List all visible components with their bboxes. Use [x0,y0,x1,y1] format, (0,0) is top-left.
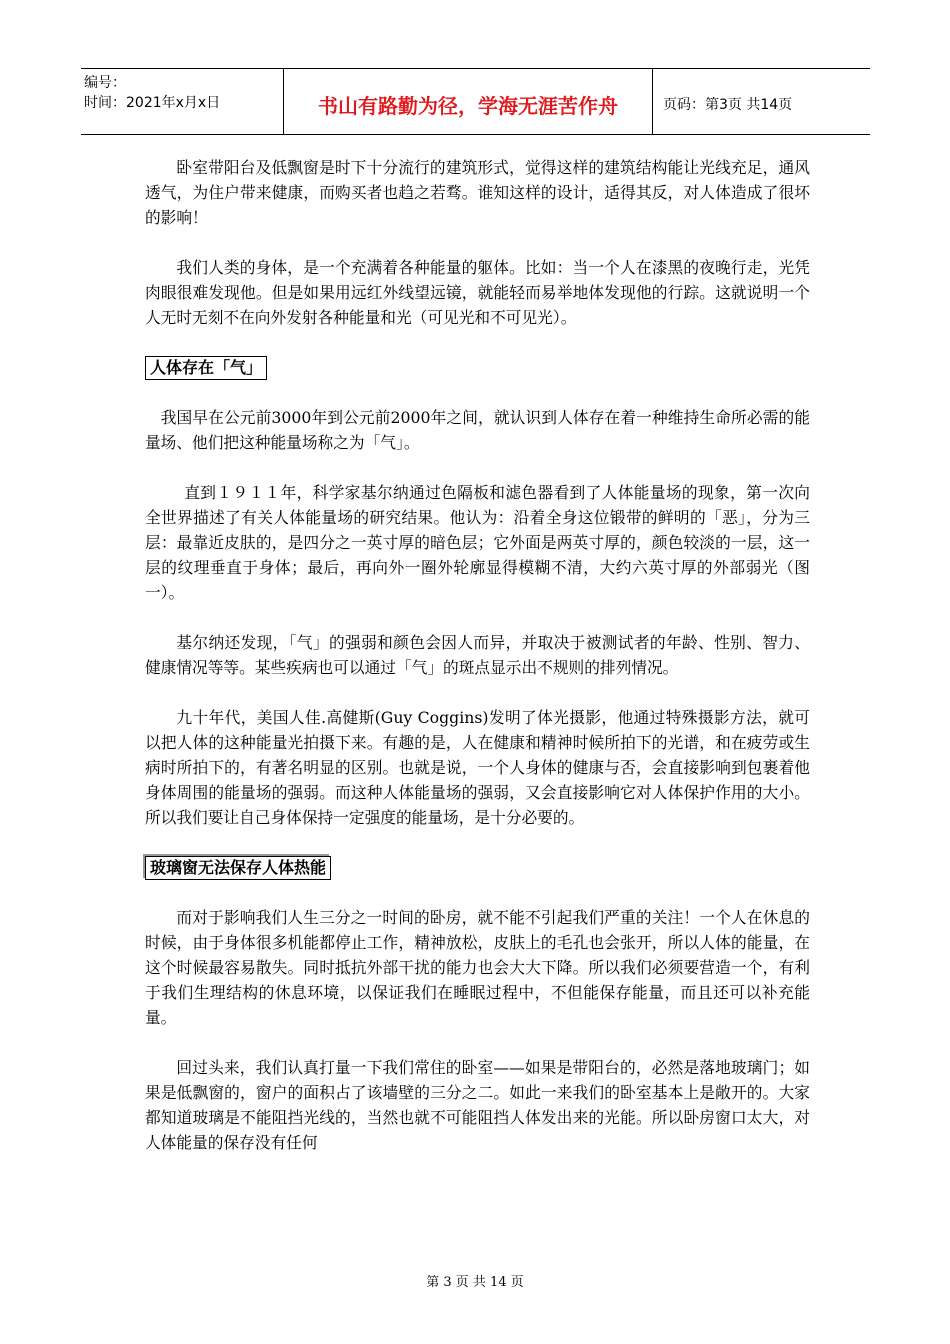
header-page-info: 页码：第3页 共14页 [663,96,793,113]
paragraph-1: 卧室带阳台及低飘窗是时下十分流行的建筑形式，觉得这样的建筑结构能让光线充足，通风透气，为住户带来健康，而购买者也趋之若骛。谁知这样的设计，适得其反，对人体造成了很坏的影响！ [145,158,810,227]
header-motto: 书山有路勤为径，学海无涯苦作舟 [284,69,653,134]
page-header [81,68,870,135]
paragraph-8: 回过头来，我们认真打量一下我们常住的卧室——如果是带阳台的，必然是落地玻璃门；如果是低飘窗的，窗户的面积占了该墙壁的三分之二。如此一来我们的卧室基本上是敞开的。大家都知道玻璃是不能阻挡光线的，当然也就不可能阻挡人体发出来的光能。所以卧房窗口太大，对人体能量的保存没有任何 [145,1058,810,1152]
paragraph-5: 基尔纳还发现，「气」的强弱和颜色会因人而异，并取决于被测试者的年龄、性别、智力、健康情况等等。某些疾病也可以通过「气」的斑点显示出不规则的排列情况。 [145,633,810,677]
header-meta [81,69,284,134]
header-number: 编号： [84,75,126,91]
document-body [145,155,810,1180]
paragraph-4: 直到１９１１年，科学家基尔纳通过色隔板和滤色器看到了人体能量场的现象，第一次向全世界描述了有关人体能量场的研究结果。他认为：沿着全身这位锻带的鲜明的「恶」，分为三层：最靠近皮肤的，是四分之一英寸厚的暗色层；它外面是两英寸厚的，颜色较淡的一层，这一层的纹理垂直于身体；最后，再向外一圈外轮廓显得模糊不清，大约六英寸厚的外部弱光（图一）。 [145,483,810,602]
paragraph-7: 而对于影响我们人生三分之一时间的卧房，就不能不引起我们严重的关注！一个人在休息的时候，由于身体很多机能都停止工作，精神放松，皮肤上的毛孔也会张开，所以人体的能量，在这个时候最容易散失。同时抵抗外部干扰的能力也会大大下降。所以我们必须要营造一个，有利于我们生理结构的休息环境，以保证我们在睡眠过程中，不但能保存能量，而且还可以补充能量。 [145,908,810,1027]
paragraph-3: 我国早在公元前3000年到公元前2000年之间，就认识到人体存在着一种维持生命所必需的能量场、他们把这种能量场称之为「气」。 [145,408,810,452]
paragraph-2: 我们人类的身体，是一个充满着各种能量的躯体。比如：当一个人在漆黑的夜晚行走，光凭肉眼很难发现他。但是如果用远红外线望远镜，就能轻而易举地体发现他的行踪。这就说明一个人无时无刻不在向外发射各种能量和光（可见光和不可见光）。 [145,258,810,327]
header-time: 时间：2021年x月x日 [84,95,221,111]
section-heading-qi: 人体存在「气」 [145,356,267,380]
page-footer: 第 3 页 共 14 页 [426,1275,524,1290]
paragraph-6: 九十年代，美国人佳.高健斯(Guy Coggins)发明了体光摄影，他通过特殊摄影方法，就可以把人体的这种能量光拍摄下来。有趣的是，人在健康和精神时候所拍下的光谱，和在疲劳或生病时所拍下的，有著名明显的区别。也就是说，一个人身体的健康与否，会直接影响到包裹着他身体周围的能量场的强弱。而这种人体能量场的强弱，又会直接影响它对人体保护作用的大小。所以我们要让自己身体保持一定强度的能量场，是十分必要的。 [145,708,810,827]
section-heading-glass: 玻璃窗无法保存人体热能 [145,856,331,880]
